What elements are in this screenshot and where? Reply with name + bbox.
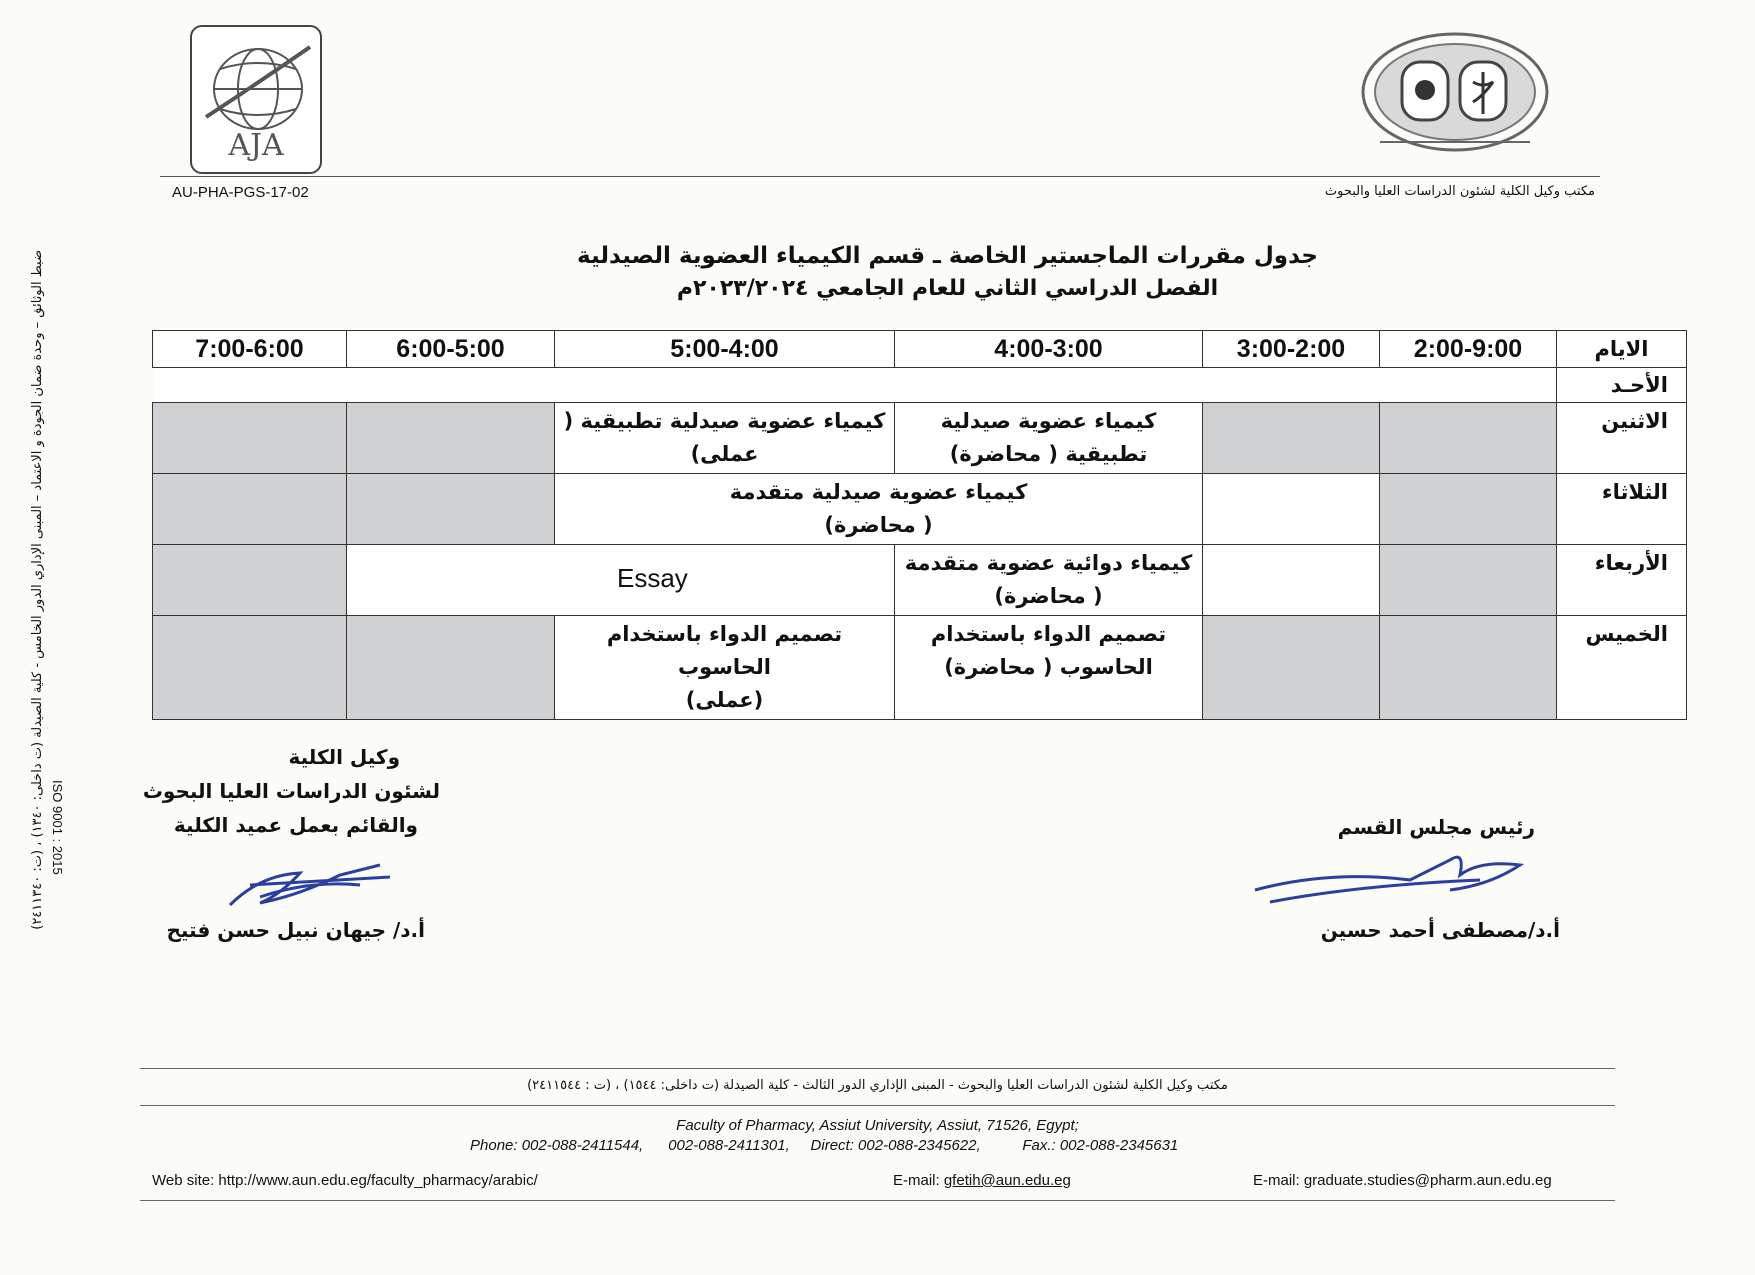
vice-dean-title: وكيل الكلية [288, 745, 400, 769]
slot-cell [153, 403, 347, 474]
course-line: ( محاضرة) [994, 584, 1103, 608]
monday-course-practical [555, 403, 895, 474]
footer-phones: Phone: 002-088-2411544, 002-088-2411301, Direct: 002-088-2345622, Fax.: 002-088-2345631 [470, 1137, 1179, 1154]
slot-cell [1380, 474, 1557, 545]
sunday-empty-slots [153, 368, 1557, 403]
day-tuesday: الثلاثاء [1557, 474, 1687, 545]
schedule-header-row [153, 331, 1687, 368]
table-row-sunday [153, 368, 1687, 403]
aja-logo [190, 25, 322, 174]
aja-logo-text: AJA [228, 128, 284, 163]
table-row-wednesday [153, 545, 1687, 616]
course-line: تصميم الدواء باستخدام الحاسوب [606, 622, 843, 679]
header-slot-5: 6:00-5:00 [347, 331, 555, 368]
course-line: كيمياء دوائية عضوية متقدمة [904, 551, 1193, 575]
table-row-tuesday [153, 474, 1687, 545]
course-line: ( محاضرة) [824, 513, 933, 537]
slot-cell [347, 616, 555, 720]
schedule-table [152, 330, 1687, 720]
header-slot-4: 5:00-4:00 [555, 331, 895, 368]
slot-cell [1380, 403, 1557, 474]
table-row-thursday [153, 616, 1687, 720]
course-line: الحاسوب ( محاضرة) [944, 655, 1153, 679]
header-slot-6: 7:00-6:00 [153, 331, 347, 368]
header-slot-1: 2:00-9:00 [1380, 331, 1557, 368]
footer-website-link[interactable]: Web site: http://www.aun.edu.eg/faculty_pharmacy/arabic/ [152, 1172, 538, 1189]
wednesday-essay: Essay [347, 545, 895, 616]
day-wednesday: الأربعاء [1557, 545, 1687, 616]
faculty-seal-logo [1360, 30, 1550, 160]
slot-cell [347, 474, 555, 545]
day-monday: الاثنين [1557, 403, 1687, 474]
course-line: كيمياء عضوية صيدلية متقدمة [729, 480, 1028, 504]
course-line: تطبيقية ( محاضرة) [949, 442, 1148, 466]
slot-cell [1203, 474, 1380, 545]
course-line: كيمياء عضوية صيدلية تطبيقية ( [563, 409, 886, 433]
day-sunday: الأحـد [1557, 368, 1687, 403]
vice-dean-office: لشئون الدراسات العليا البحوث [142, 779, 440, 803]
vice-dean-name: أ.د/ جيهان نبيل حسن فتيح [166, 918, 425, 942]
wednesday-course-lecture [895, 545, 1203, 616]
slot-cell [1203, 616, 1380, 720]
slot-cell [1203, 403, 1380, 474]
course-line: عملى) [690, 442, 759, 466]
slot-cell [1380, 545, 1557, 616]
header-days: الايام [1557, 331, 1687, 368]
office-label: مكتب وكيل الكلية لشئون الدراسات العليا والبحوث [1324, 184, 1595, 199]
vice-dean-acting: والقائم بعمل عميد الكلية [173, 813, 418, 837]
header-slot-3: 4:00-3:00 [895, 331, 1203, 368]
footer-address: Faculty of Pharmacy, Assiut University, Assiut, 71526, Egypt; [676, 1117, 1079, 1134]
email-link[interactable]: gfetih@aun.edu.eg [943, 1172, 1071, 1189]
side-document-control-note: ضبط الوثائق – وحدة ضمان الجودة و الاعتماد – المبنى الإداري الدور الخامس - كلية الصيدلة (ت داخلى: ١٣٤٠) ، (ت: ٢٤١١٣٤٠) [30, 250, 45, 930]
slot-cell [153, 474, 347, 545]
vice-dean-signature-icon [220, 855, 400, 915]
monday-course-lecture [895, 403, 1203, 474]
side-iso-label: ISO 9001 : 2015 [50, 780, 65, 875]
course-line: كيمياء عضوية صيدلية [940, 409, 1157, 433]
footer-divider [140, 1105, 1615, 1106]
department-head-name: أ.د/مصطفى أحمد حسين [1320, 918, 1560, 942]
course-line: (عملى) [685, 688, 764, 712]
thursday-course-lecture [895, 616, 1203, 720]
department-head-title: رئيس مجلس القسم [1337, 815, 1535, 839]
slot-cell [153, 616, 347, 720]
table-row-monday [153, 403, 1687, 474]
footer-arabic-address: مكتب وكيل الكلية لشئون الدراسات العليا والبحوث - المبنى الإداري الدور الثالث - كلية الصيدلة (ت داخلى: ١٥٤٤) ، (ت : ٢٤١١٥٤٤) [527, 1078, 1228, 1093]
footer-email-1 [893, 1172, 1071, 1189]
slot-cell [1203, 545, 1380, 616]
email-label: E-mail: [893, 1172, 944, 1189]
header-slot-2: 3:00-2:00 [1203, 331, 1380, 368]
header-divider [160, 176, 1600, 177]
course-line: تصميم الدواء باستخدام [930, 622, 1167, 646]
semester-subtitle: الفصل الدراسي الثاني للعام الجامعي ٢٠٢٣/٢٠٢٤م [676, 276, 1219, 301]
footer-divider [140, 1068, 1615, 1069]
slot-cell [153, 545, 347, 616]
vice-dean-signature-block [140, 740, 440, 842]
document-title: جدول مقررات الماجستير الخاصة ـ قسم الكيمياء العضوية الصيدلية [577, 243, 1318, 269]
department-head-signature-icon [1250, 840, 1530, 910]
tuesday-course-lecture [555, 474, 1203, 545]
day-thursday: الخميس [1557, 616, 1687, 720]
thursday-course-practical [555, 616, 895, 720]
footer-email-2[interactable]: E-mail: graduate.studies@pharm.aun.edu.eg [1253, 1172, 1552, 1189]
footer-divider [140, 1200, 1615, 1201]
slot-cell [1380, 616, 1557, 720]
slot-cell [347, 403, 555, 474]
form-code: AU-PHA-PGS-17-02 [172, 184, 309, 201]
